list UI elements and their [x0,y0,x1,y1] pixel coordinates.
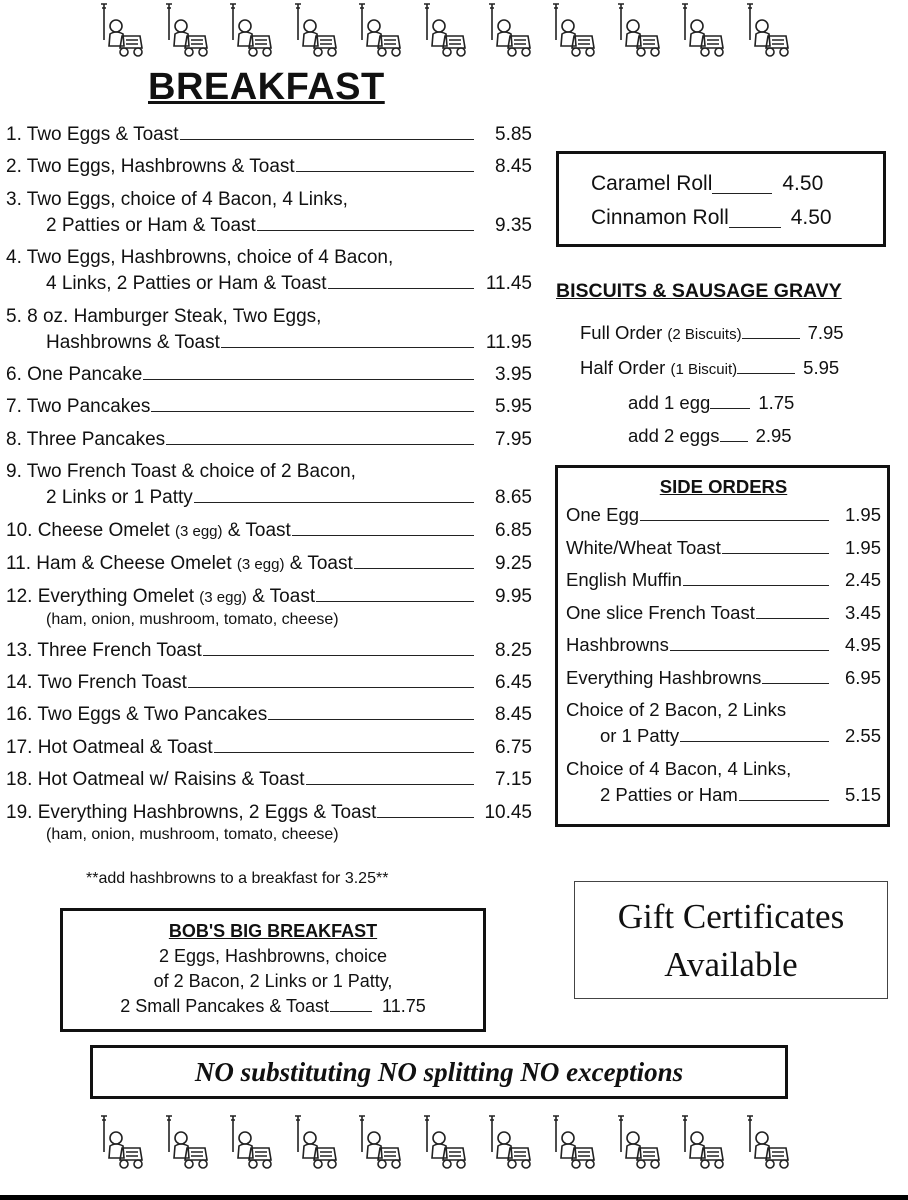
leader-line [257,229,474,231]
leader-line [180,138,474,140]
roll-name: Cinnamon Roll [591,206,729,229]
leader-line [670,649,829,651]
roll-name: Caramel Roll [591,172,713,195]
menu-item-suffix: & Toast [222,519,291,541]
menu-item-qty: (3 egg) [199,589,247,607]
chef-cart-icon [677,1112,731,1172]
menu-item [6,394,532,420]
menu-item-text: 3. Two Eggs, choice of 4 Bacon, 4 Links, [6,188,348,210]
chef-cart-icon [742,0,796,60]
menu-item [6,638,532,664]
menu-item-price: 11.45 [485,273,532,295]
menu-item-price: 8.45 [495,156,532,178]
menu-item [6,735,532,761]
roll-price: 4.50 [790,206,832,229]
menu-item-price: 7.95 [495,428,532,450]
bottom-icon-row [96,1112,796,1172]
side-order-line [566,665,881,691]
menu-item-price: 7.15 [495,769,532,791]
menu-item [6,459,532,511]
leader-line [354,567,474,569]
menu-item [6,702,532,728]
gift-certificates-box [574,881,888,999]
biscuit-half-price: 5.95 [803,357,840,378]
menu-item-text [6,584,315,611]
biscuit-row [580,386,880,419]
chef-cart-icon [548,0,602,60]
leader-line [203,654,474,656]
menu-item-suffix: & Toast [284,552,353,574]
menu-item-price: 8.65 [495,487,532,509]
leader-line [722,552,829,554]
chef-cart-icon [354,1112,408,1172]
side-order-line [566,697,881,723]
menu-item-line [6,767,532,793]
side-order-name: 2 Patties or Ham [600,783,738,805]
leader-line [720,441,748,442]
menu-item-text: 17. Hot Oatmeal & Toast [6,736,213,758]
side-order-line [566,632,881,658]
menu-item-line [6,330,532,356]
add-egg-2-label: add 2 eggs [628,425,720,446]
leader-line [143,378,474,380]
chef-cart-icon [290,0,344,60]
menu-item [6,670,532,696]
menu-item-text: 4 Links, 2 Patties or Ham & Toast [46,273,327,295]
menu-item-text: 19. Everything Hashbrowns, 2 Eggs & Toast [6,801,377,823]
menu-title: BREAKFAST [148,66,385,108]
menu-item-price: 9.25 [495,552,532,574]
add-egg-1-label: add 1 egg [628,392,711,413]
side-order-line [566,782,881,808]
leader-line [640,519,829,521]
leader-line [737,373,795,374]
top-icon-row [96,0,796,60]
biscuits-list [580,316,880,452]
leader-line [739,799,829,801]
side-order-line [566,535,881,561]
chef-cart-icon [419,1112,473,1172]
menu-item-text: 6. One Pancake [6,363,143,385]
menu-item-line [6,638,532,664]
menu-item-line [6,245,532,271]
leader-line [316,600,474,602]
menu-item-line [6,459,532,485]
menu-item-note: (ham, onion, mushroom, tomato, cheese) [46,825,339,843]
leader-line [377,816,474,818]
hashbrown-note: **add hashbrowns to a breakfast for 3.25** [86,870,389,887]
menu-item [6,187,532,239]
chef-cart-icon [742,1112,796,1172]
side-order-line [566,600,881,626]
biscuit-full-price: 7.95 [807,322,844,343]
leader-line [330,1011,372,1012]
menu-item-text: 1. Two Eggs & Toast [6,124,179,145]
leader-line [680,740,829,742]
side-order-price: 6.95 [844,666,881,688]
side-orders-title: SIDE ORDERS [659,476,788,497]
menu-item-line [6,485,532,511]
leader-line [166,443,474,445]
menu-item [6,154,532,180]
biscuit-row [580,351,880,386]
add-egg-1-price: 1.75 [758,392,795,413]
menu-item-price: 5.95 [495,396,532,418]
chef-cart-icon [290,1112,344,1172]
menu-item-text: 9. Two French Toast & choice of 2 Bacon, [6,461,356,483]
menu-item-price: 11.95 [485,331,532,353]
menu-item-price: 9.35 [495,214,532,236]
menu-item-text: 2 Patties or Ham & Toast [46,214,256,236]
menu-item-text: 5. 8 oz. Hamburger Steak, Two Eggs, [6,305,322,327]
leader-line [729,201,781,228]
menu-item-price: 8.25 [495,639,532,661]
chef-cart-icon [96,1112,150,1172]
policy-banner: NO substituting NO splitting NO exceptions [90,1045,788,1099]
bobs-price: 11.75 [382,996,426,1016]
menu-item [6,362,532,388]
menu-item-name: 11. Ham & Cheese Omelet [6,552,237,574]
side-order-name: Hashbrowns [566,634,669,655]
menu-item-line [6,304,532,330]
side-order-price: 1.95 [844,536,881,558]
roll-row [559,167,883,201]
leader-line [268,718,474,720]
menu-item-text: 8. Three Pancakes [6,428,166,450]
side-order-name: One slice French Toast [566,601,755,623]
breakfast-menu-list [6,122,532,852]
bobs-line-3-row [63,994,483,1019]
menu-item-line [6,187,532,213]
biscuits-title: BISCUITS & SAUSAGE GRAVY [556,280,842,302]
side-orders-box [555,465,890,827]
leader-line [292,534,474,536]
side-order-name: Choice of 4 Bacon, 4 Links, [566,757,792,779]
menu-item [6,122,532,148]
menu-item-line [6,394,532,420]
side-order-price: 3.45 [844,601,881,623]
menu-item-line [6,213,532,239]
side-order-price: 1.95 [844,504,881,525]
menu-item-line [6,800,532,826]
bobs-line-1: 2 Eggs, Hashbrowns, choice [158,946,388,966]
chef-cart-icon [419,0,473,60]
side-order-name: Everything Hashbrowns [566,666,762,688]
menu-item-text: 2 Links or 1 Patty [46,487,193,509]
leader-line [188,686,474,688]
leader-line [712,167,772,194]
chef-cart-icon [677,0,731,60]
menu-item-line [6,122,532,148]
leader-line [306,783,475,785]
biscuit-full-qty: (2 Biscuits) [667,326,742,343]
menu-item-text: 14. Two French Toast [6,672,187,694]
bobs-big-breakfast-box [60,908,486,1032]
menu-item-text: 18. Hot Oatmeal w/ Raisins & Toast [6,769,305,791]
menu-item-price: 10.45 [484,801,532,823]
side-order-price: 2.45 [844,569,881,590]
chef-cart-icon [613,0,667,60]
menu-item-text: 16. Two Eggs & Two Pancakes [6,704,268,726]
leader-line [328,287,474,289]
leader-line [742,338,800,339]
leader-line [296,170,474,172]
add-egg-2-price: 2.95 [755,425,792,446]
menu-item-line [6,735,532,761]
leader-line [756,617,829,619]
chef-cart-icon [225,0,279,60]
biscuit-half-qty: (1 Biscuit) [670,361,738,378]
chef-cart-icon [96,0,150,60]
bobs-line-2: of 2 Bacon, 2 Links or 1 Patty, [153,971,393,991]
gift-line-1: Gift Certificates [617,897,845,936]
side-order-name: Choice of 2 Bacon, 2 Links [566,699,787,720]
menu-item-line [6,154,532,180]
menu-item [6,800,532,846]
roll-row [559,201,883,235]
menu-item-price: 3.95 [495,363,532,385]
rolls-box [556,151,886,247]
biscuit-half-label: Half Order [580,357,671,378]
menu-item [6,427,532,453]
menu-item-text [6,551,353,578]
menu-item-text: 2. Two Eggs, Hashbrowns & Toast [6,156,295,178]
menu-item-line [6,551,532,578]
chef-cart-icon [161,1112,215,1172]
leader-line [762,682,829,684]
chef-cart-icon [484,0,538,60]
side-order-name: or 1 Patty [600,725,680,746]
bobs-title: BOB'S BIG BREAKFAST [168,921,378,941]
side-order-name: English Muffin [566,569,682,590]
chef-cart-icon [161,0,215,60]
menu-item [6,245,532,297]
leader-line [710,408,750,409]
menu-item-price: 6.85 [495,519,532,541]
side-order-line [566,756,881,782]
menu-item-name: 10. Cheese Omelet [6,519,175,541]
menu-item-price: 6.75 [495,736,532,758]
menu-item-price: 9.95 [495,586,532,608]
menu-item-price: 5.85 [495,124,532,145]
menu-item-text: 7. Two Pancakes [6,396,151,418]
biscuit-full-label: Full Order [580,322,668,343]
side-order-price: 4.95 [844,634,881,655]
bobs-line-3: 2 Small Pancakes & Toast [120,996,330,1016]
menu-item-qty: (3 egg) [174,522,223,540]
menu-item-text [6,518,291,545]
biscuit-row [580,419,880,452]
menu-item-line [6,702,532,728]
bottom-border [0,1195,908,1200]
menu-item-line [6,271,532,297]
menu-item-qty: (3 egg) [236,555,285,573]
leader-line [151,410,474,412]
side-order-line [566,502,881,528]
menu-item [6,584,532,631]
roll-price: 4.50 [782,172,824,195]
menu-item-text: 13. Three French Toast [6,639,202,661]
side-order-name: White/Wheat Toast [566,536,721,558]
biscuit-row [580,316,880,351]
chef-cart-icon [484,1112,538,1172]
menu-item-line [6,670,532,696]
leader-line [683,584,829,586]
side-order-price: 5.15 [844,783,881,805]
leader-line [214,751,474,753]
chef-cart-icon [354,0,408,60]
side-order-price: 2.55 [844,725,881,746]
leader-line [221,346,474,348]
leader-line [194,501,474,503]
menu-item-name: 12. Everything Omelet [6,586,200,608]
menu-item-note: (ham, onion, mushroom, tomato, cheese) [46,611,339,629]
menu-item-text: Hashbrowns & Toast [46,331,220,353]
menu-item-line [6,518,532,545]
menu-item-price: 8.45 [495,704,532,726]
gift-line-2: Available [664,945,798,984]
menu-item-line [6,584,532,611]
menu-item [6,767,532,793]
chef-cart-icon [548,1112,602,1172]
menu-item-text: 4. Two Eggs, Hashbrowns, choice of 4 Bacon, [6,247,394,269]
menu-item-suffix: & Toast [246,586,316,608]
menu-item-price: 6.45 [495,672,532,694]
menu-item [6,304,532,356]
chef-cart-icon [225,1112,279,1172]
chef-cart-icon [613,1112,667,1172]
menu-item-line [6,362,532,388]
side-order-line [566,567,881,593]
menu-item [6,551,532,578]
side-order-line [566,723,881,749]
menu-item [6,518,532,545]
menu-item-line [6,427,532,453]
side-order-name: One Egg [566,504,640,525]
